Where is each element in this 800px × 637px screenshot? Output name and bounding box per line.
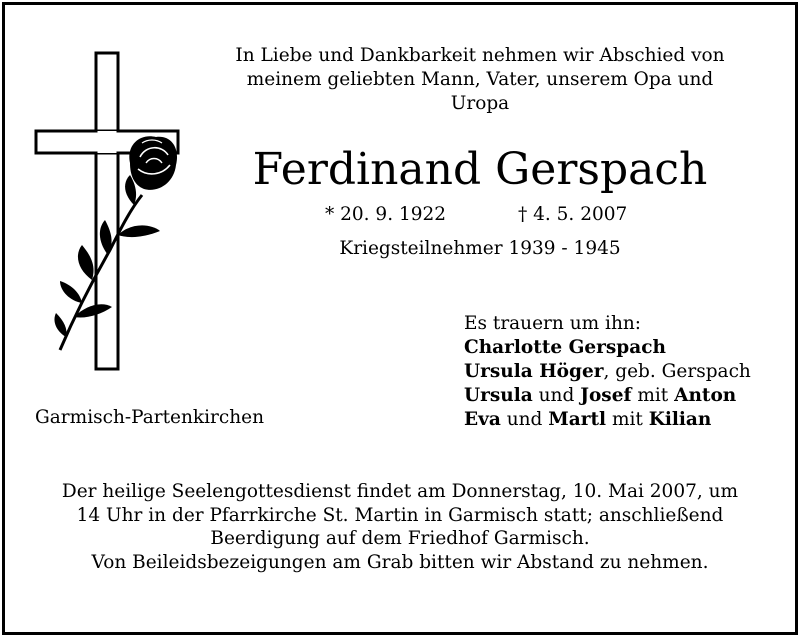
intro-line: In Liebe und Dankbarkeit nehmen wir Abschied von xyxy=(235,45,725,66)
mourner-line xyxy=(464,384,751,408)
service-announcement xyxy=(20,480,780,574)
service-line: Der heilige Seelengottesdienst findet am Donnerstag, 10. Mai 2007, um xyxy=(61,481,739,502)
mourner-line xyxy=(464,336,751,360)
mourners-heading: Es trauern um ihn: xyxy=(464,313,642,334)
death-date: † 4. 5. 2007 xyxy=(518,204,628,225)
mourner-name: Martl xyxy=(548,409,607,430)
service-line: 14 Uhr in der Pfarrkirche St. Martin in Garmisch statt; anschließend xyxy=(76,504,724,526)
mourner-name: Kilian xyxy=(648,409,712,430)
mourner-text: , geb. Gerspach xyxy=(603,361,751,382)
mourner-name: Ursula xyxy=(464,385,533,406)
mourner-name: Josef xyxy=(580,385,632,406)
birth-date: * 20. 9. 1922 xyxy=(325,204,447,225)
mourner-text: und xyxy=(532,385,581,406)
intro-line: meinem geliebten Mann, Vater, unserem Opa und xyxy=(246,69,714,90)
place-name: Garmisch-Partenkirchen xyxy=(35,407,265,428)
mourner-name: Ursula Höger xyxy=(464,361,604,382)
service-line: Beerdigung auf dem Friedhof Garmisch. xyxy=(210,528,590,549)
intro-line: Uropa xyxy=(450,93,510,114)
mourner-line xyxy=(464,408,751,432)
mourner-text: mit xyxy=(606,409,649,430)
war-service-note: Kriegsteilnehmer 1939 - 1945 xyxy=(339,238,621,259)
mourner-text: und xyxy=(500,409,549,430)
mourner-name: Anton xyxy=(674,385,737,406)
service-line: Von Beileidsbezeigungen am Grab bitten wir Abstand zu nehmen. xyxy=(91,551,709,573)
mourner-name: Eva xyxy=(464,409,501,430)
mourners-list xyxy=(464,312,751,432)
mourner-name: Charlotte Gerspach xyxy=(464,337,666,358)
mourner-line xyxy=(464,360,751,384)
intro-text xyxy=(160,44,800,116)
mourner-text: mit xyxy=(631,385,675,406)
deceased-name: Ferdinand Gerspach xyxy=(252,144,708,195)
